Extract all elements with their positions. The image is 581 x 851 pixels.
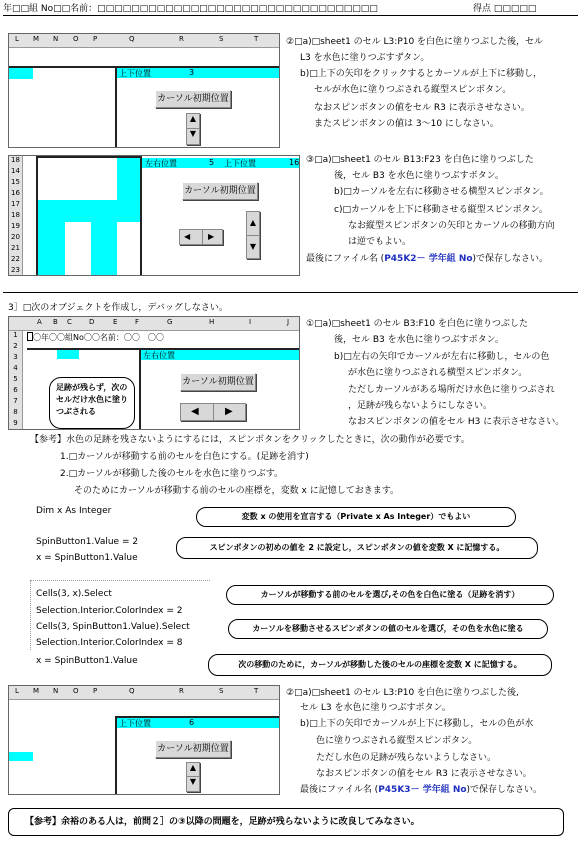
reference-heading: 【参考】水色の足跡を残さないようにするには，スピンボタンをクリックしたときに，次の動作が必要です。 — [30, 435, 470, 445]
col-R: R — [179, 35, 184, 43]
header-bar — [3, 3, 578, 16]
row-num: 8 — [13, 408, 18, 416]
col-C: C — [67, 318, 72, 326]
divider — [213, 404, 214, 420]
col-T: T — [254, 687, 259, 695]
updown-value: 16 — [289, 158, 300, 167]
column-header-row — [9, 34, 279, 48]
score-line: 得点 □□□□□ — [473, 4, 537, 14]
row-num: 20 — [11, 233, 20, 241]
active-cell-marker — [27, 332, 33, 341]
cyan-block — [65, 200, 91, 222]
sheet-screenshot-4 — [8, 685, 280, 795]
speech-bubble: 足跡が残らず，次のセルだけ水色に塗りつぶされる — [49, 377, 135, 429]
col-N: N — [53, 687, 59, 695]
updown-label: 上下位置 — [119, 719, 151, 728]
task-line: なお縦型スピンボタンの矢印とカーソルの移動方向 — [348, 221, 555, 231]
code-line: Cells(3, x).Select — [36, 589, 112, 599]
reset-cursor-button[interactable]: カーソル初期位置 — [155, 740, 231, 758]
horizontal-spin-button[interactable] — [180, 403, 246, 421]
reference-box — [8, 808, 564, 836]
leftright-value: 5 — [209, 158, 215, 167]
row-header-column — [9, 156, 23, 276]
col-R: R — [179, 687, 184, 695]
updown-label: 上下位置 — [119, 69, 151, 78]
code-line: SpinButton1.Value = 2 — [36, 537, 139, 547]
cyan-block — [91, 200, 117, 275]
vertical-spin-button[interactable] — [186, 113, 200, 145]
task-line: は逆でもよい。 — [348, 237, 412, 247]
cyan-block — [117, 158, 140, 222]
col-B: B — [53, 318, 58, 326]
col-D: D — [89, 318, 95, 326]
cursor-cell — [9, 68, 33, 79]
col-T: T — [254, 35, 259, 43]
file-name: P45K2－ 学年組 No — [384, 254, 473, 264]
task-line: b)□上下の矢印でカーソルが上下に移動し，セルの色が水 — [300, 719, 534, 729]
col-O: O — [73, 35, 79, 43]
col-O: O — [73, 687, 79, 695]
task-line: なおスピンボタンの値をセル R3 に表示させなさい。 — [316, 769, 532, 779]
vertical-spin-button[interactable] — [186, 762, 200, 792]
sheet-screenshot-3 — [8, 316, 300, 430]
row-num: 17 — [11, 200, 20, 208]
row-num: 14 — [11, 167, 20, 175]
right-arrow-icon[interactable]: ▶ — [225, 406, 233, 417]
row-num: 3 — [13, 353, 18, 361]
task-line: ③□a)□sheet1 のセル B13:F23 を白色に塗りつぶした — [306, 155, 534, 165]
row-num: 5 — [13, 375, 18, 383]
task-line: なおスピンボタンの値をセル H3 に表示させなさい。 — [348, 417, 565, 427]
callout-store: 次の移動のために，カーソルが移動した後のセルの座標を変数 X に記憶する。 — [208, 654, 552, 676]
callout-erase: カーソルが移動する前のセルを選び,その色を白色に塗る（足跡を消す） — [226, 585, 554, 605]
cursor-cell — [9, 752, 33, 761]
cyan-block — [38, 200, 65, 275]
row-num: 6 — [13, 386, 18, 394]
leftright-label: 左右位置 — [145, 159, 177, 168]
down-arrow-icon[interactable]: ▼ — [189, 129, 197, 138]
code-line: x = SpinButton1.Value — [36, 656, 138, 666]
code-line: x = SpinButton1.Value — [36, 553, 138, 563]
col-Q: Q — [129, 35, 135, 43]
col-I: I — [249, 318, 252, 326]
col-P: P — [93, 687, 98, 695]
reference-step-1: 1.□カーソルが移動する前のセルを白色にする。(足跡を消す) — [60, 452, 309, 462]
control-panel — [142, 156, 300, 276]
task-line: ，足跡が残らないようにしなさい。 — [348, 401, 493, 411]
task-line: ただし水色の足跡が残らないようしなさい。 — [316, 753, 497, 763]
task-line: が水色に塗りつぶされる横型スピンボタン。 — [348, 368, 528, 378]
col-L: L — [15, 687, 19, 695]
section-divider — [3, 292, 578, 293]
task-line: ただしカーソルがある場所だけ水色に塗りつぶされ — [348, 385, 555, 395]
down-arrow-icon[interactable]: ▼ — [189, 777, 197, 786]
save-instruction — [306, 253, 548, 265]
column-header-row — [9, 686, 279, 700]
task-line: セルが水色に塗りつぶされる縦型スピンボタン。 — [314, 85, 512, 95]
left-arrow-icon[interactable]: ◀ — [191, 406, 199, 417]
up-arrow-icon[interactable]: ▲ — [187, 114, 199, 129]
callout-initial: スピンボタンの初めの値を 2 に設定し，スピンボタンの値を変数 X に記憶する。 — [176, 537, 538, 559]
col-Q: Q — [129, 687, 135, 695]
row-num: 2 — [13, 342, 18, 350]
save-instruction — [300, 784, 542, 796]
save-suffix: )で保存しなさい。 — [472, 254, 549, 264]
col-M: M — [33, 687, 40, 695]
row-num: 4 — [13, 364, 18, 372]
up-arrow-icon[interactable]: ▲ — [247, 212, 259, 236]
row-num: 23 — [11, 266, 20, 274]
leftright-label: 左右位置 — [143, 351, 175, 360]
row-num: 9 — [13, 419, 18, 427]
row-num: 1 — [13, 331, 18, 339]
col-A: A — [37, 318, 42, 326]
task-line: 色に塗りつぶされる縦型スピンボタン。 — [316, 736, 478, 746]
reset-cursor-button[interactable]: カーソル初期位置 — [155, 90, 231, 108]
task-line: b)□左右の矢印でカーソルが左右に移動し，セルの色 — [334, 352, 550, 362]
task-line: ②□a)□sheet1 のセル L3:P10 を白色に塗りつぶした後, — [286, 688, 519, 698]
horizontal-spin-button[interactable] — [179, 229, 223, 245]
sheet-screenshot-1 — [8, 33, 280, 148]
callout-paint: カーソルを移動させるスピンボタンの値のセルを選び，その色を水色に塗る — [228, 619, 548, 639]
save-prefix: 最後にファイル名 ( — [306, 254, 385, 264]
left-arrow-icon[interactable]: ◀ — [184, 232, 191, 241]
cursor-cell — [57, 350, 79, 359]
row-num: 18 — [11, 211, 20, 219]
down-arrow-icon[interactable]: ▼ — [249, 242, 257, 251]
task-line: なおスピンボタンの値をセル R3 に表示させなさい。 — [314, 103, 530, 113]
task-line: またスピンボタンの値は 3～10 にしなさい。 — [314, 119, 499, 129]
col-P: P — [93, 35, 98, 43]
row-num: 19 — [11, 222, 20, 230]
reference-note: そのためにカーソルが移動する前のセルの座標を，変数 x に記憶しておきます。 — [74, 486, 399, 496]
task-line: L3 を水色に塗りつぶすずタン。 — [300, 53, 430, 63]
reset-cursor-button[interactable]: カーソル初期位置 — [182, 182, 258, 200]
col-M: M — [33, 35, 40, 43]
col-N: N — [53, 35, 59, 43]
task-line: b)□上下の矢印をクリックするとカーソルが上下に移動し， — [300, 69, 543, 79]
row-num: 18 — [11, 156, 20, 164]
code-line: Cells(3, SpinButton1.Value).Select — [36, 622, 190, 632]
callout-declare: 変数 x の使用を宣言する（Private x As Integer）でもよい — [196, 507, 516, 527]
save-prefix: 最後にファイル名 ( — [300, 785, 379, 795]
updown-value: 3 — [189, 68, 195, 77]
vertical-spin-button[interactable] — [246, 211, 260, 259]
code-line: Dim x As Integer — [36, 506, 112, 516]
sheet-screenshot-2 — [8, 155, 300, 276]
row-num: 7 — [13, 397, 18, 405]
row-num: 16 — [11, 189, 20, 197]
code-line: Selection.Interior.ColorIndex = 2 — [36, 606, 183, 616]
task-line: ②□a)□sheet1 のセル L3:P10 を白色に塗りつぶした後，セル — [286, 37, 544, 47]
col-J: J — [287, 318, 290, 326]
divider — [202, 230, 203, 244]
row-num: 15 — [11, 178, 20, 186]
task-line: 後，セル B3 を水色に塗りつぶすボタン。 — [334, 171, 504, 181]
save-suffix: )で保存しなさい。 — [466, 785, 543, 795]
col-S: S — [219, 35, 224, 43]
updown-value: 6 — [189, 718, 195, 727]
task-line: ①□a)□sheet1 のセル B3:F10 を白色に塗りつぶした — [306, 319, 528, 329]
column-header-row — [9, 317, 299, 331]
reset-cursor-button[interactable]: カーソル初期位置 — [180, 373, 256, 391]
updown-label: 上下位置 — [224, 159, 256, 168]
task-line: 後，セル B3 を水色に塗りつぶすボタン。 — [334, 335, 504, 345]
task-line: c)□カーソルを上下に移動させる縦型スピンボタン。 — [334, 205, 548, 215]
reference-advanced: 【参考】余裕のある人は，前問２］の③以降の問題を，足跡が残らないように改良してみなさい。 — [25, 817, 420, 827]
code-line: Selection.Interior.ColorIndex = 8 — [36, 638, 183, 648]
reference-step-2: 2.□カーソルが移動した後のセルを水色に塗りつぶす。 — [60, 469, 284, 479]
file-name: P45K3－ 学年組 No — [378, 785, 467, 795]
row-num: 21 — [11, 244, 20, 252]
section-3-title: 3］□次のオブジェクトを作成し，デバッグしなさい。 — [8, 303, 228, 313]
col-H: H — [209, 318, 215, 326]
row-header-column — [9, 331, 23, 430]
col-L: L — [15, 35, 19, 43]
name-line: 年□□組 No□□名前：□□□□□□□□□□□□□□□□□□□□□□□□□□□□□□□□□ — [3, 4, 378, 14]
col-E: E — [113, 318, 118, 326]
up-arrow-icon[interactable]: ▲ — [187, 763, 199, 777]
row1-name-cell: 〇年〇〇組No〇〇名前：〇〇 〇〇 — [33, 333, 164, 342]
task-line: b)□カーソルを左右に移動させる横型スピンボタン。 — [334, 187, 549, 197]
right-arrow-icon[interactable]: ▶ — [208, 232, 215, 241]
col-S: S — [219, 687, 224, 695]
task-line: セル L3 を水色に塗りつぶすボタン。 — [300, 703, 451, 713]
col-F: F — [135, 318, 140, 326]
col-G: G — [167, 318, 173, 326]
row-num: 22 — [11, 255, 20, 263]
